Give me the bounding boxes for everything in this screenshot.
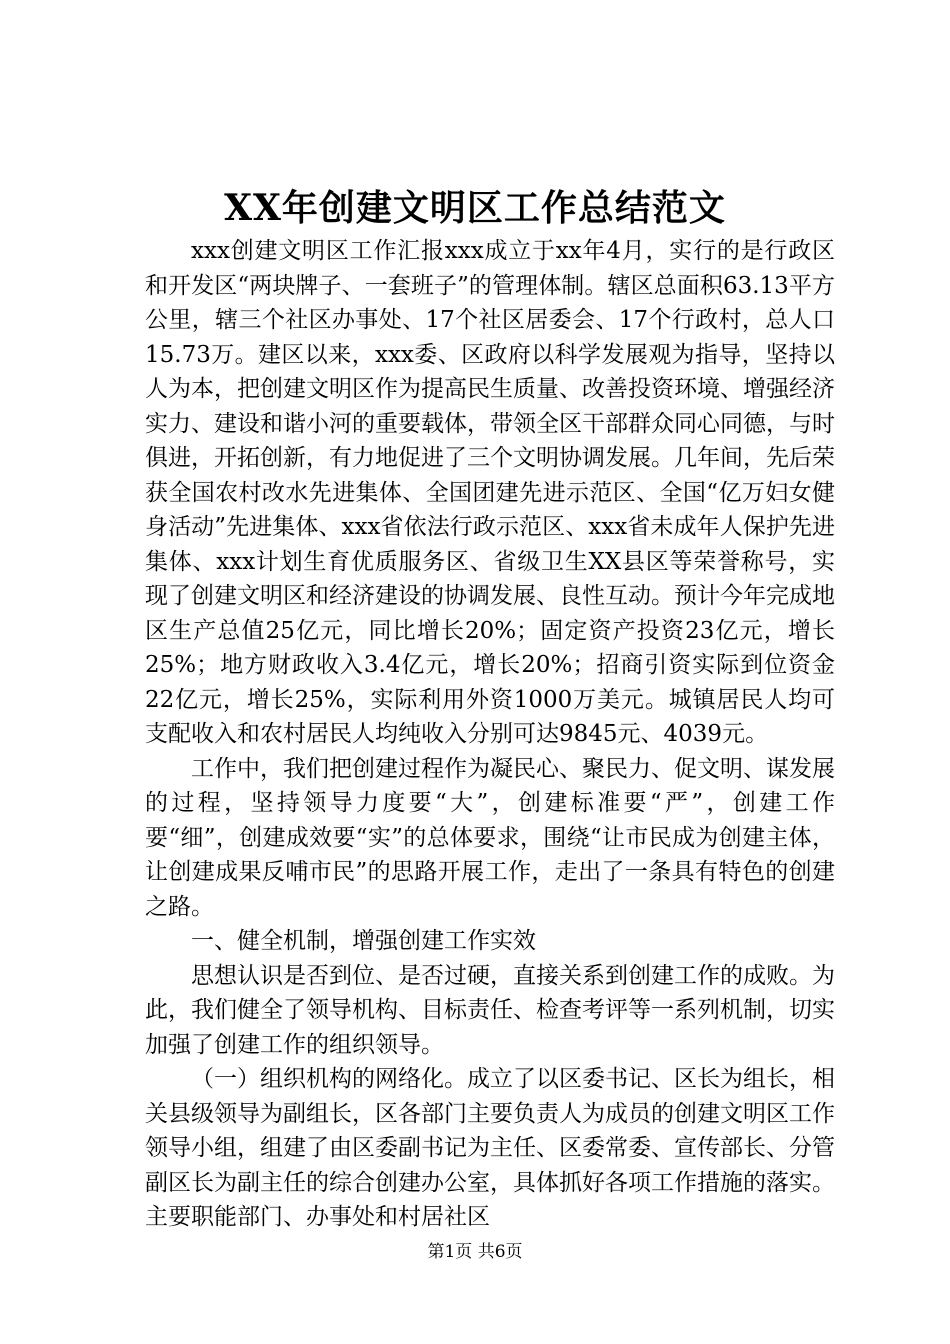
paragraph-organization: （一）组织机构的网络化。成立了以区委书记、区长为组长，相关县级领导为副组长，区各部门主要负责人为成员的创建文明区工作领导小组，组建了由区委副书记为主任、区委常委、宣传部长、分管副区长为副主任的综合创建办公室，具体抓好各项工作措施的落实。主要职能部门、办事处和村居社区 (145, 1066, 835, 1230)
page-number: 第1页 共6页 (427, 1242, 523, 1262)
paragraph-mechanism: 思想认识是否到位、是否过硬，直接关系到创建工作的成败。为此，我们健全了领导机构、目标责任、检查考评等一系列机制，切实加强了创建工作的组织领导。 (145, 962, 835, 1058)
document-title: XX年创建文明区工作总结范文 (224, 187, 726, 229)
paragraph-intro: xxx创建文明区工作汇报xxx成立于xx年4月，实行的是行政区和开发区“两块牌子、一套班子”的管理体制。辖区总面积63.13平方公里，辖三个社区办事处、17个社区居委会、17个行政村，总人口15.73万。建区以来，xxx委、区政府以科学发展观为指导，坚持以人为本，把创建文明区作为提高民生质量、改善投资环境、增强经济实力、建设和谐小河的重要载体，带领全区干部群众同心同德，与时俱进，开拓创新，有力地促进了三个文明协调发展。几年间，先后荣获全国农村改水先进集体、全国团建先进示范区、全国“亿万妇女健身活动”先进集体、xxx省依法行政示范区、xxx省未成年人保护先进集体、xxx计划生育优质服务区、省级卫生XX县区等荣誉称号，实现了创建文明区和经济建设的协调发展、良性互动。预计今年完成地区生产总值25亿元，同比增长20%；固定资产投资23亿元，增长25%；地方财政收入3.4亿元，增长20%；招商引资实际到位资金22亿元，增长25%，实际利用外资1000万美元。城镇居民人均可支配收入和农村居民人均纯收入分别可达9845元、4039元。 (145, 238, 835, 747)
paragraph-approach: 工作中，我们把创建过程作为凝民心、聚民力、促文明、谋发展的过程，坚持领导力度要“大”，创建标准要“严”，创建工作要“细”，创建成效要“实”的总体要求，围绕“让市民成为创建主体，让创建成果反哺市民”的思路开展工作，走出了一条具有特色的创建之路。 (145, 755, 835, 920)
section-heading: 一、健全机制，增强创建工作实效 (191, 928, 536, 954)
document-body (145, 234, 835, 1235)
